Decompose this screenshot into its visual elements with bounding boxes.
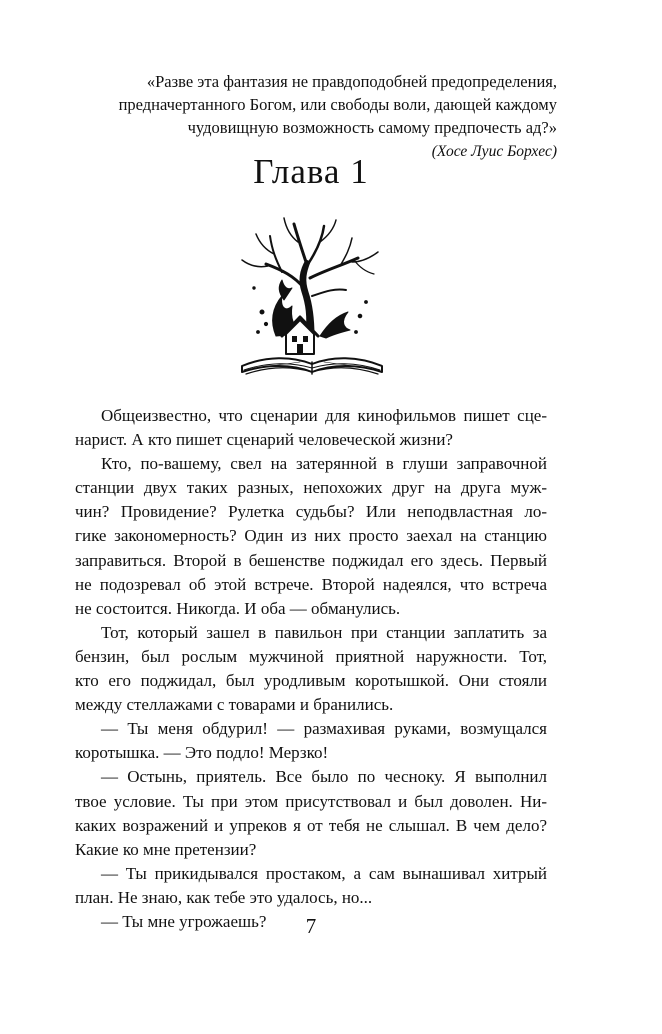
text-line: чин? Провидение? Рулетка судьбы? Или неподвластная ло- bbox=[75, 502, 547, 522]
text-line: Какие ко мне претензии? bbox=[75, 839, 257, 859]
text-line: не подозревал об этой встрече. Второй надеялся, что встреча bbox=[75, 574, 547, 594]
text-line: — Остынь, приятель. Все было по чесноку. Я выполнил bbox=[101, 767, 547, 787]
text-line: план. Не знаю, как тебе это удалось, но... bbox=[75, 887, 373, 907]
epigraph-line: предначертанного Богом, или свободы воли, дающей каждому bbox=[118, 95, 557, 114]
text-line: Тот, который зашел в павильон при станции заплатить за bbox=[101, 622, 547, 642]
tree-house-on-open-book-icon bbox=[236, 216, 388, 388]
text-line: — Ты меня обдурил! — размахивая руками, возмущался bbox=[101, 719, 547, 739]
text-line: станции двух таких разных, непохожих друг на друга муж- bbox=[75, 478, 547, 498]
text-line: Общеизвестно, что сценарии для кинофильмов пишет сце- bbox=[101, 406, 547, 425]
main-text bbox=[75, 404, 547, 934]
text-line: каких возражений и упреков я от тебя не слышал. В чем дело? bbox=[75, 815, 547, 835]
text-line: гике закономерность? Один из них просто заехал на станцию bbox=[75, 526, 547, 546]
text-line: — Ты прикидывался простаком, а сам вынашивал хитрый bbox=[101, 863, 547, 883]
text-line: кто его поджидал, был уродливым коротышкой. Они стояли bbox=[75, 671, 547, 691]
text-line: не состоится. Никогда. И оба — обманулись. bbox=[75, 598, 401, 618]
epigraph-line: «Разве эта фантазия не правдоподобней предопределения, bbox=[146, 72, 557, 91]
text-line: нарист. А кто пишет сценарий человеческой жизни? bbox=[75, 430, 453, 450]
text-line: — Ты мне угрожаешь? bbox=[101, 911, 267, 931]
text-line: коротышка. — Это подло! Мерзко! bbox=[75, 743, 329, 763]
chapter-title: Глава 1 bbox=[253, 152, 369, 191]
text-line: твое условие. Ты при этом присутствовал и был доволен. Ни- bbox=[75, 791, 547, 811]
text-line: заправиться. Второй в бешенстве поджидал его здесь. Первый bbox=[75, 550, 547, 570]
text-line: бензин, был рослым мужчиной приятной наружности. Тот, bbox=[75, 646, 547, 666]
epigraph-source: (Хосе Луис Борхес) bbox=[431, 143, 557, 160]
page-number: 7 bbox=[305, 914, 317, 938]
text-line: между стеллажами с товарами и бранились. bbox=[75, 695, 394, 715]
epigraph-line: чудовищную возможность самому предпочесть ад?» bbox=[187, 118, 557, 137]
text-line: Кто, по-вашему, свел на затерянной в глуши заправочной bbox=[101, 454, 547, 474]
